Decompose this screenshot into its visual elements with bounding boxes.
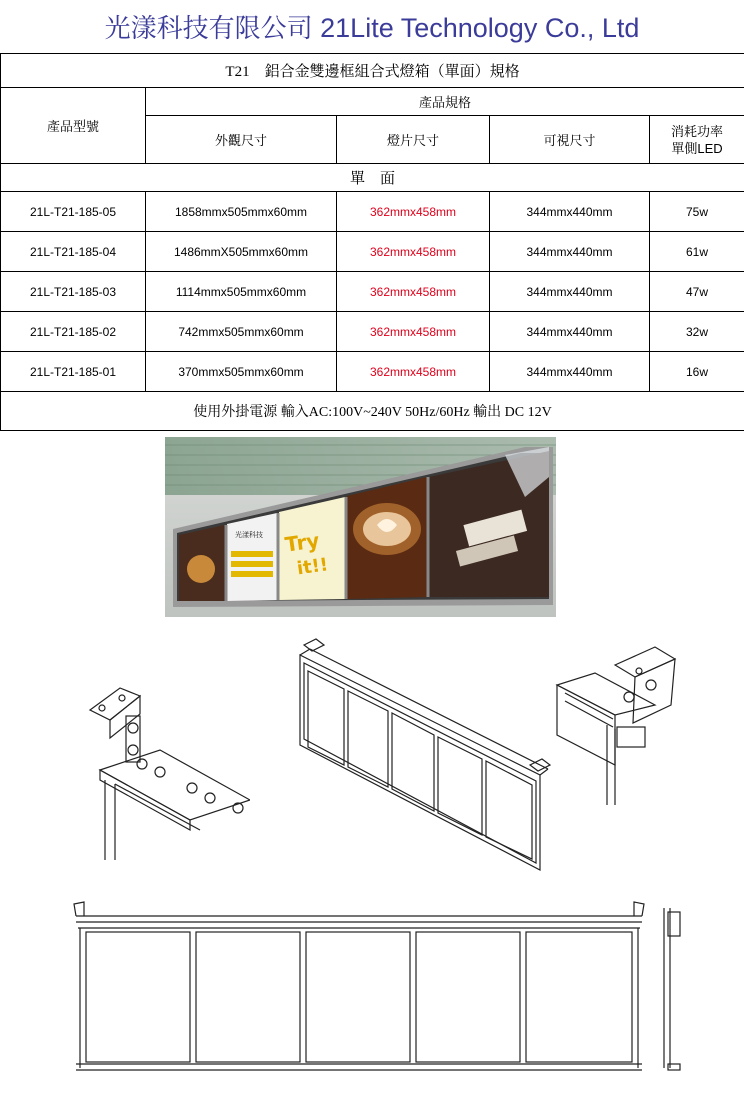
poster-it-text: it!!	[295, 554, 330, 580]
cell-visible: 344mmx440mm	[490, 272, 650, 312]
company-name-en: 21Lite Technology Co., Ltd	[320, 13, 640, 43]
cell-visible: 344mmx440mm	[490, 312, 650, 352]
cell-outer: 1858mmx505mmx60mm	[146, 192, 337, 232]
cell-power: 47w	[650, 272, 744, 312]
cell-film: 362mmx458mm	[337, 232, 490, 272]
table-row	[1, 272, 744, 312]
bracket-detail-left	[80, 680, 250, 865]
cell-model: 21L-T21-185-04	[1, 232, 146, 272]
cell-power: 61w	[650, 232, 744, 272]
cell-visible: 344mmx440mm	[490, 232, 650, 272]
section-label: 單 面	[1, 164, 744, 192]
poster-try-text: Try	[283, 528, 321, 557]
cell-visible: 344mmx440mm	[490, 352, 650, 392]
cell-outer: 1486mmX505mmx60mm	[146, 232, 337, 272]
header-film-size: 燈片尺寸	[337, 116, 490, 164]
poster-brand-text: 光漾科技	[235, 531, 263, 539]
cell-film: 362mmx458mm	[337, 272, 490, 312]
cell-film: 362mmx458mm	[337, 192, 490, 232]
header-visible-size: 可視尺寸	[490, 116, 650, 164]
table-row	[1, 312, 744, 352]
header-spec-group: 產品規格	[146, 88, 744, 116]
cell-film: 362mmx458mm	[337, 352, 490, 392]
header-power	[650, 116, 744, 164]
product-photo	[165, 437, 556, 617]
header-power-line2: 單側LED	[671, 140, 723, 156]
company-name-cn: 光漾科技有限公司	[104, 14, 313, 44]
cell-visible: 344mmx440mm	[490, 192, 650, 232]
lightbox-front-elevation	[70, 898, 695, 1078]
cell-film: 362mmx458mm	[337, 312, 490, 352]
cell-model: 21L-T21-185-03	[1, 272, 146, 312]
power-supply-note: 使用外掛電源 輸入AC:100V~240V 50Hz/60Hz 輸出 DC 12V	[1, 392, 744, 431]
table-row	[1, 192, 744, 232]
cell-outer: 1114mmx505mmx60mm	[146, 272, 337, 312]
cell-outer: 370mmx505mmx60mm	[146, 352, 337, 392]
cell-model: 21L-T21-185-01	[1, 352, 146, 392]
cell-power: 32w	[650, 312, 744, 352]
cell-model: 21L-T21-185-05	[1, 192, 146, 232]
company-header	[0, 8, 744, 49]
cell-power: 16w	[650, 352, 744, 392]
cell-model: 21L-T21-185-02	[1, 312, 146, 352]
header-outer-size: 外觀尺寸	[146, 116, 337, 164]
table-title: T21 鋁合金雙邊框組合式燈箱（單面）規格	[1, 54, 744, 88]
cell-power: 75w	[650, 192, 744, 232]
cell-outer: 742mmx505mmx60mm	[146, 312, 337, 352]
table-row	[1, 232, 744, 272]
spec-table	[0, 53, 744, 431]
lightbox-perspective-drawing	[290, 635, 555, 875]
bracket-detail-right	[555, 645, 685, 810]
product-photo-art	[165, 437, 556, 617]
header-power-line1: 消耗功率	[671, 123, 724, 139]
header-model: 產品型號	[1, 88, 146, 164]
table-row	[1, 352, 744, 392]
